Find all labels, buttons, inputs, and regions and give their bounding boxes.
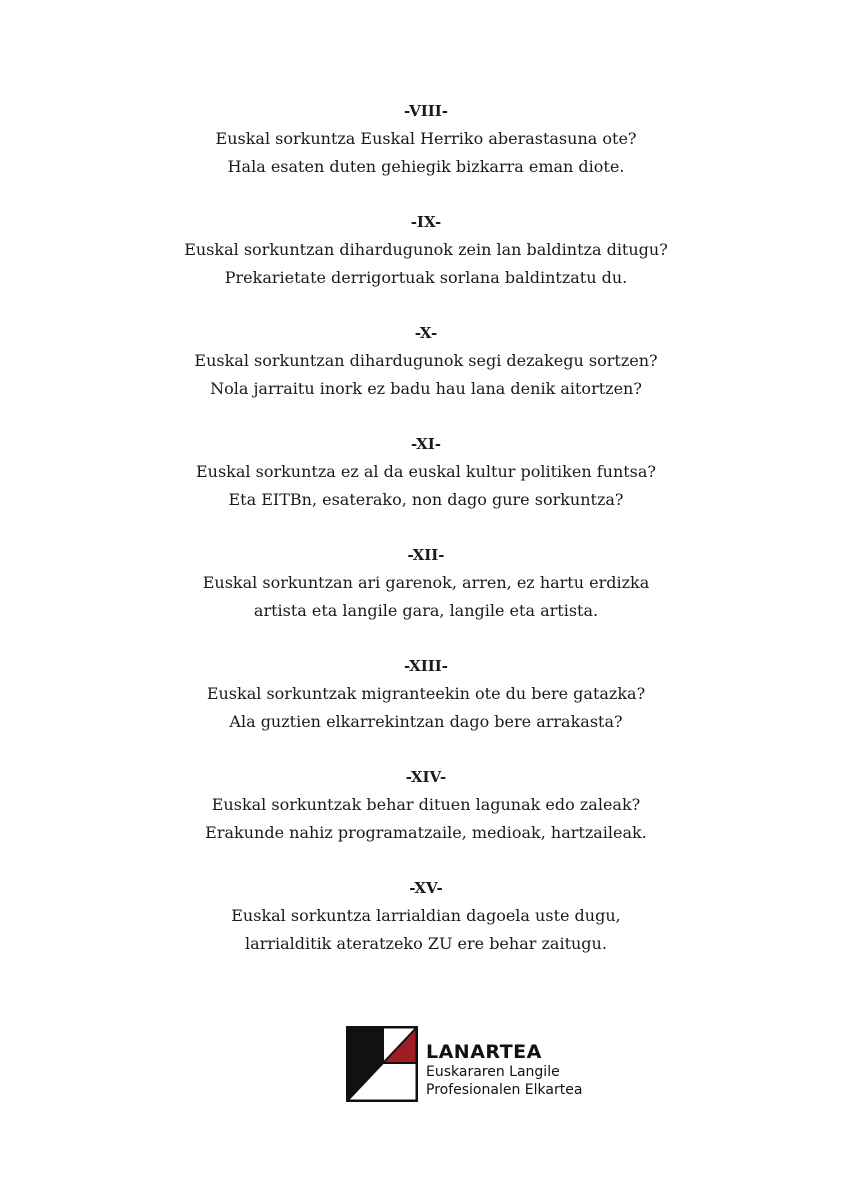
logo-name: LANARTEA xyxy=(426,1041,542,1063)
stanza-x xyxy=(0,319,852,403)
stanza-xiii xyxy=(0,652,852,736)
stanza-numeral: -X- xyxy=(414,324,438,342)
stanza-line: Euskal sorkuntza ez al da euskal kultur politiken funtsa? xyxy=(195,462,656,481)
stanza-line: Erakunde nahiz programatzaile, medioak, hartzaileak. xyxy=(205,823,647,842)
stanza-line: Euskal sorkuntzan dihardugunok segi dezakegu sortzen? xyxy=(194,351,658,370)
stanza-line: Hala esaten duten gehiegik bizkarra eman diote. xyxy=(227,157,625,176)
stanza-line: Euskal sorkuntza Euskal Herriko aberastasuna ote? xyxy=(215,129,637,148)
stanza-viii xyxy=(0,97,852,181)
stanza-numeral: -XV- xyxy=(409,879,443,897)
stanza-line: artista eta langile gara, langile eta artista. xyxy=(253,601,599,620)
stanza-line: Euskal sorkuntzan ari garenok, arren, ez hartu erdizka xyxy=(202,573,650,592)
stanza-line: Euskal sorkuntza larrialdian dagoela uste dugu, xyxy=(231,906,621,925)
stanza-xi xyxy=(0,430,852,514)
stanza-xv xyxy=(0,874,852,958)
logo-subtitle-line2: Profesionalen Elkartea xyxy=(426,1082,583,1098)
stanza-numeral: -XI- xyxy=(410,435,441,453)
stanza-numeral: -XII- xyxy=(407,546,445,564)
lanartea-logo-mark-icon xyxy=(346,1026,418,1102)
lanartea-logo xyxy=(346,1026,606,1102)
stanza-numeral: -IX- xyxy=(410,213,442,231)
logo-subtitle-line1: Euskararen Langile xyxy=(426,1064,560,1080)
stanza-line: Eta EITBn, esaterako, non dago gure sorkuntza? xyxy=(228,490,624,509)
stanza-xiv xyxy=(0,763,852,847)
stanza-numeral: -XIII- xyxy=(403,657,449,675)
stanza-xii xyxy=(0,541,852,625)
stanza-line: Euskal sorkuntzak behar dituen lagunak edo zaleak? xyxy=(211,795,641,814)
stanza-line: Nola jarraitu inork ez badu hau lana denik aitortzen? xyxy=(210,379,642,398)
stanza-line: Ala guztien elkarrekintzan dago bere arrakasta? xyxy=(229,712,623,731)
stanza-numeral: -XIV- xyxy=(405,768,447,786)
stanza-line: Prekarietate derrigortuak sorlana baldintzatu du. xyxy=(224,268,628,287)
stanza-numeral: -VIII- xyxy=(403,102,449,120)
stanza-line: larrialditik ateratzeko ZU ere behar zaitugu. xyxy=(245,934,607,953)
stanza-ix xyxy=(0,208,852,292)
stanza-line: Euskal sorkuntzak migranteekin ote du bere gatazka? xyxy=(206,684,646,703)
stanza-line: Euskal sorkuntzan dihardugunok zein lan baldintza ditugu? xyxy=(184,240,668,259)
logo-text xyxy=(426,1041,582,1099)
